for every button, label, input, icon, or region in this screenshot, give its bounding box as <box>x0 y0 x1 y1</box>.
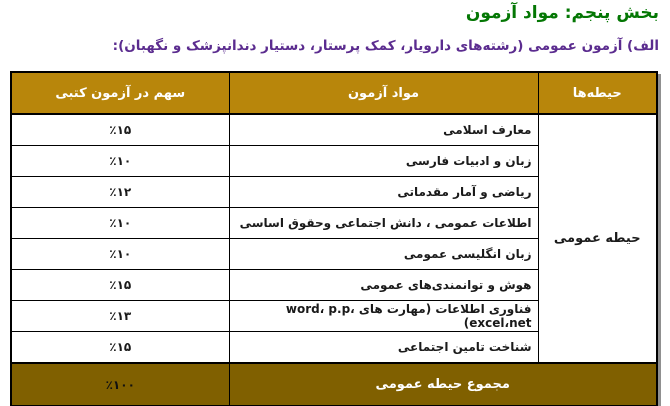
footer-total-label: مجموع حیطه عمومی <box>229 363 657 406</box>
share-cell: ٪۱۰ <box>11 239 229 270</box>
share-cell: ٪۱۵ <box>11 114 229 146</box>
material-cell: زبان انگلیسی عمومی <box>229 239 538 270</box>
table-header-row <box>11 72 657 114</box>
column-header-share: سهم در آزمون کتبی <box>11 72 229 114</box>
share-cell: ٪۱۰ <box>11 208 229 239</box>
page-title: بخش پنجم: مواد آزمون <box>465 3 659 23</box>
material-cell: معارف اسلامی <box>229 114 538 146</box>
material-cell: ریاضی و آمار مقدماتی <box>229 177 538 208</box>
page-subtitle: الف) آزمون عمومی (رشته‌های دارویار، کمک پرستار، دستیار دندانپزشک و نگهبان): <box>112 38 659 54</box>
column-header-domains: حیطه‌ها <box>538 72 657 114</box>
share-cell: ٪۱۳ <box>11 301 229 332</box>
material-cell: اطلاعات عمومی ، دانش اجتماعی وحقوق اساسی <box>229 208 538 239</box>
share-cell: ٪۱۵ <box>11 270 229 301</box>
material-cell: زبان و ادبیات فارسی <box>229 146 538 177</box>
footer-total-share: ٪۱۰۰ <box>11 363 229 406</box>
share-cell: ٪۱۲ <box>11 177 229 208</box>
material-cell: فناوری اطلاعات (مهارت های word، p.p، excel،net) <box>229 301 538 332</box>
table-footer-row <box>11 363 657 406</box>
column-header-materials: مواد آزمون <box>229 72 538 114</box>
material-cell: هوش و توانمندی‌های عمومی <box>229 270 538 301</box>
exam-materials-table <box>10 71 658 406</box>
material-cell: شناخت تامین اجتماعی <box>229 332 538 364</box>
share-cell: ٪۱۵ <box>11 332 229 364</box>
domain-group-cell: حیطه عمومی <box>538 114 657 363</box>
table-row <box>11 114 657 146</box>
share-cell: ٪۱۰ <box>11 146 229 177</box>
